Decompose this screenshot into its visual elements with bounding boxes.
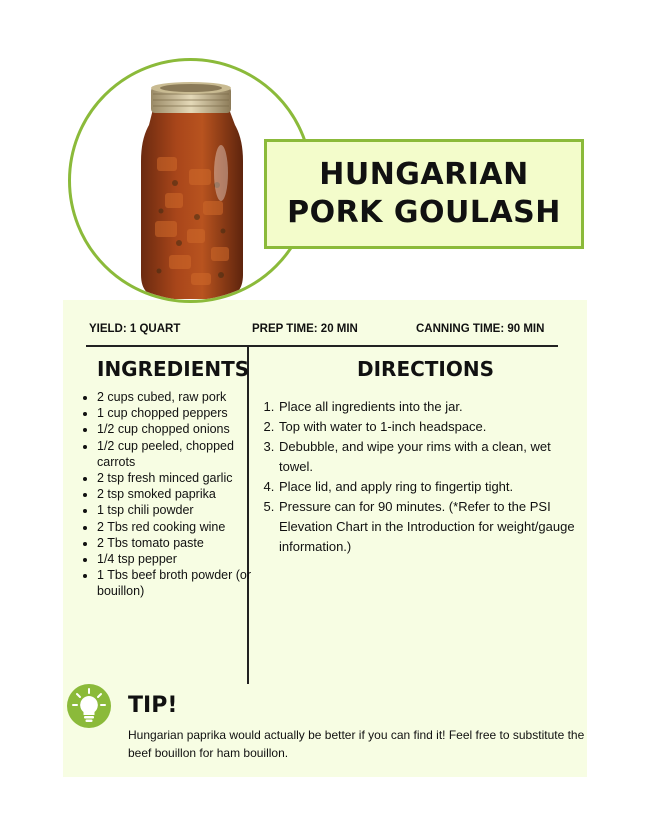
tip-heading: TIP!	[128, 693, 178, 718]
directions-list	[264, 397, 578, 557]
ingredient-item: • 1/2 cup chopped onions	[97, 421, 257, 437]
directions-heading: DIRECTIONS	[357, 357, 495, 381]
ingredient-item: • 2 tsp smoked paprika	[97, 486, 257, 502]
recipe-title-box	[264, 139, 584, 249]
ingredient-item: • 2 Tbs tomato paste	[97, 535, 257, 551]
ingredient-item: • 2 tsp fresh minced garlic	[97, 470, 257, 486]
ingredient-item: • 1 cup chopped peppers	[97, 405, 257, 421]
ingredient-item: • 1/2 cup peeled, chopped carrots	[97, 438, 257, 470]
lightbulb-icon	[67, 684, 111, 728]
direction-step: 2. Top with water to 1-inch headspace.	[278, 417, 578, 437]
canning-time-label: CANNING TIME: 90 MIN	[416, 323, 545, 335]
ingredient-item: • 1/4 tsp pepper	[97, 551, 257, 567]
ingredient-item: • 1 Tbs beef broth powder (or bouillon)	[97, 567, 257, 599]
direction-step: 4. Place lid, and apply ring to fingertip tight.	[278, 477, 578, 497]
yield-label: YIELD: 1 QUART	[89, 323, 181, 335]
direction-step: 5. Pressure can for 90 minutes. (*Refer to the PSI Elevation Chart in the Introduction for weight/gauge information.)	[278, 497, 578, 557]
recipe-title-line-1: HUNGARIAN	[319, 157, 529, 192]
ingredients-list	[80, 389, 257, 600]
prep-time-label: PREP TIME: 20 MIN	[252, 323, 358, 335]
ingredients-heading: INGREDIENTS	[97, 357, 250, 381]
direction-step: 3. Debubble, and wipe your rims with a clean, wet towel.	[278, 437, 578, 477]
direction-step: 1. Place all ingredients into the jar.	[278, 397, 578, 417]
ingredient-item: • 1 tsp chili powder	[97, 502, 257, 518]
header-divider	[86, 345, 558, 347]
ingredient-item: • 2 cups cubed, raw pork	[97, 389, 257, 405]
recipe-title-line-2: PORK GOULASH	[287, 195, 561, 230]
tip-text: Hungarian paprika would actually be better if you can find it! Feel free to substitute the beef bouillon for ham bouillon.	[128, 728, 585, 760]
ingredient-item: • 2 Tbs red cooking wine	[97, 519, 257, 535]
